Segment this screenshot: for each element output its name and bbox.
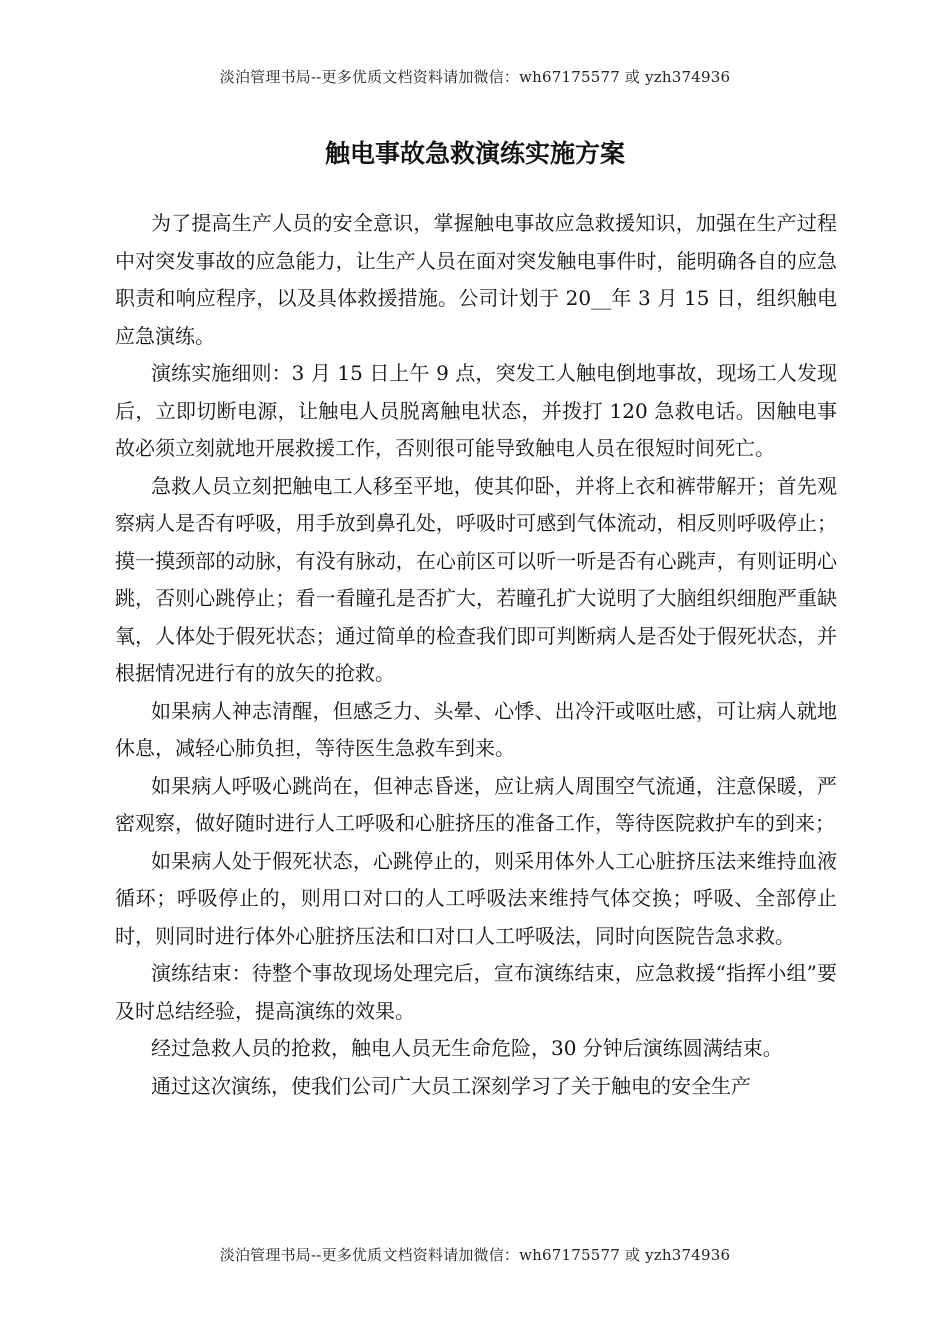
page-footer: 淡泊管理书局--更多优质文档资料请加微信：wh67175577 或 yzh374936 xyxy=(219,1246,731,1264)
paragraph-intro: 为了提高生产人员的安全意识，掌握触电事故应急救援知识，加强在生产过程中对突发事故的应急能力，让生产人员在面对突发触电事件时，能明确各自的应急职责和响应程序，以及具体救援措施。公司计划于 20__年 3 月 15 日，组织触电应急演练。 xyxy=(115,211,837,348)
document-title: 触电事故急救演练实施方案 xyxy=(324,139,625,168)
paragraph-unconscious-case: 如果病人呼吸心跳尚在，但神志昏迷，应让病人周围空气流通，注意保暖，严密观察，做好随时进行人工呼吸和心脏挤压的准备工作，等待医院救护车的到来； xyxy=(115,773,837,835)
document-body xyxy=(115,205,837,1105)
paragraph-conscious-case: 如果病人神志清醒，但感乏力、头晕、心悸、出冷汗或呕吐感，可让病人就地休息，减轻心肺负担，等待医生急救车到来。 xyxy=(115,698,837,760)
paragraph-drill-end: 演练结束：待整个事故现场处理完后，宣布演练结束，应急救援“指挥小组”要及时总结经验，提高演练的效果。 xyxy=(115,961,837,1023)
page-header: 淡泊管理书局--更多优质文档资料请加微信：wh67175577 或 yzh374936 xyxy=(219,68,731,86)
paragraph-drill-details: 演练实施细则：3 月 15 日上午 9 点，突发工人触电倒地事故，现场工人发现后，立即切断电源，让触电人员脱离触电状态，并拨打 120 急救电话。因触电事故必须立刻就地开展救援工作，否则很可能导致触电人员在很短时间死亡。 xyxy=(115,361,837,460)
paragraph-first-aid-check: 急救人员立刻把触电工人移至平地，使其仰卧，并将上衣和裤带解开；首先观察病人是否有呼吸，用手放到鼻孔处，呼吸时可感到气体流动，相反则呼吸停止；摸一摸颈部的动脉，有没有脉动，在心前区可以听一听是否有心跳声，有则证明心跳，否则心跳停止；看一看瞳孔是否扩大，若瞳孔扩大说明了大脑组织细胞严重缺氧，人体处于假死状态；通过简单的检查我们即可判断病人是否处于假死状态，并根据情况进行有的放矢的抢救。 xyxy=(115,473,837,685)
paragraph-apparent-death-case: 如果病人处于假死状态，心跳停止的，则采用体外人工心脏挤压法来维持血液循环；呼吸停止的，则用口对口的人工呼吸法来维持气体交换；呼吸、全部停止时，则同时进行体外心脏挤压法和口对口人工呼吸法，同时向医院告急求救。 xyxy=(115,848,837,948)
paragraph-drill-result: 经过急救人员的抢救，触电人员无生命危险，30 分钟后演练圆满结束。 xyxy=(151,1036,783,1060)
paragraph-summary: 通过这次演练，使我们公司广大员工深刻学习了关于触电的安全生产 xyxy=(151,1073,751,1098)
